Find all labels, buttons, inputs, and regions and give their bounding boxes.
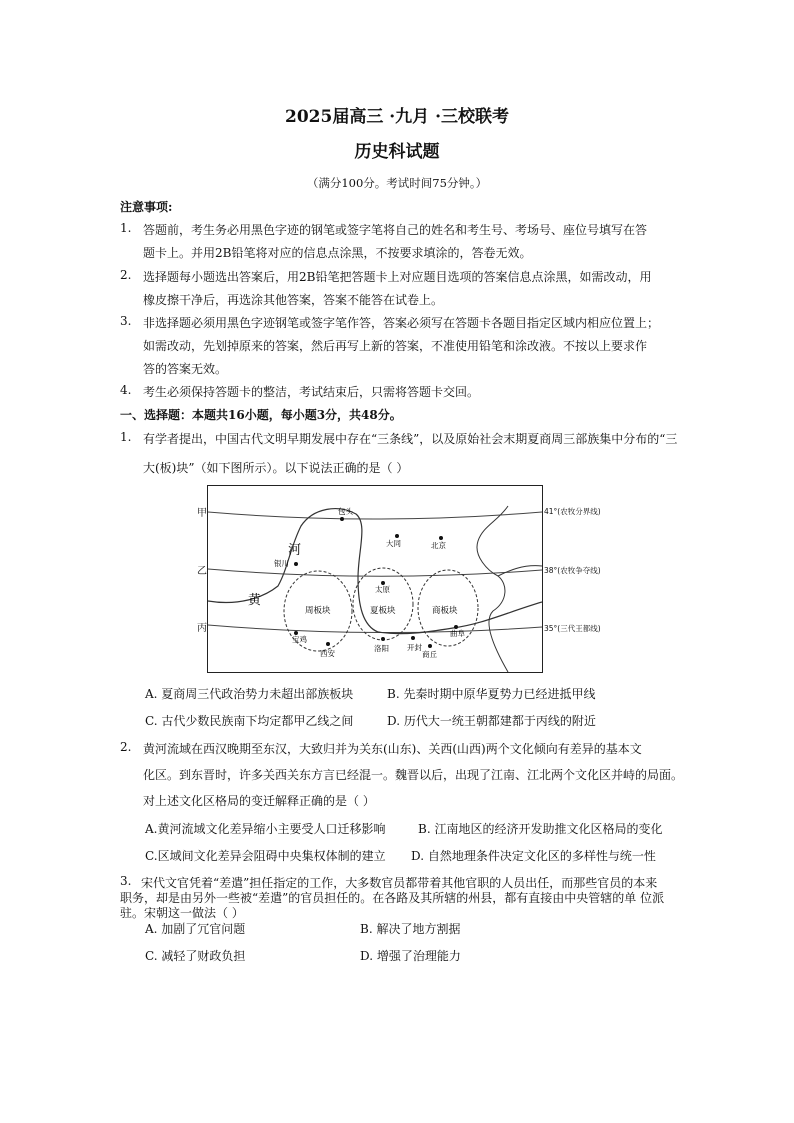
map-label-bing: 丙 [197, 623, 207, 634]
q1-option-b[interactable]: B. 先秦时期中原华夏势力已经进抵甲线 [387, 687, 596, 701]
note-1-line-1: 答题前，考生务必用黑色字迹的钢笔或签字笔将自己的姓名和考生号、考场号、座位号填写在答 [143, 223, 648, 237]
q3-option-b[interactable]: B. 解决了地方割据 [360, 922, 461, 936]
coastline [477, 506, 508, 672]
city-label: 开封 [407, 643, 422, 652]
note-3-num: 3. [120, 314, 132, 328]
city-label: 包头 [338, 507, 353, 516]
q1-number: 1. [120, 430, 132, 444]
map-line-38: 38°(农牧争夺线) [544, 566, 601, 575]
q1-stem-line-1: 有学者提出，中国古代文明早期发展中存在“三条线”，以及原始社会末期夏商周三部族集中分布的“三 [143, 432, 678, 446]
q2-stem-line-2: 化区。到东晋时，许多关西关东方言已经混一。魏晋以后，出现了江南、江北两个文化区并峙的局面。 [143, 768, 684, 782]
note-3-line-2: 如需改动，先划掉原来的答案，然后再写上新的答案，不准使用铅笔和涂改液。不按以上要求作 [143, 339, 648, 353]
q1-option-c[interactable]: C. 古代少数民族南下均定都甲乙线之间 [145, 714, 354, 728]
river-char-2: 黄 [248, 593, 262, 608]
map-label-jia: 甲 [197, 508, 207, 519]
note-2-num: 2. [120, 268, 132, 282]
q2-option-a[interactable]: A.黄河流域文化差异缩小主要受人口迁移影响 [145, 822, 386, 836]
note-1-num: 1. [120, 221, 132, 235]
q3-stem-line-1: 宋代文官凭着“差遣”担任指定的工作，大多数官员都带着其他官职的人员出任，而那些官员的本来 [141, 876, 658, 890]
xia-block-outline [353, 568, 413, 640]
q2-option-b[interactable]: B. 江南地区的经济开发助推文化区格局的变化 [418, 822, 663, 836]
city-dot [294, 562, 298, 566]
city-dot [326, 642, 330, 646]
q2-option-c[interactable]: C.区域间文化差异会阻碍中央集权体制的建立 [145, 849, 386, 863]
city-dot [411, 636, 415, 640]
notes-heading: 注意事项: [120, 200, 173, 214]
line-jia [208, 512, 542, 519]
city-label: 西安 [320, 649, 335, 658]
q3-number: 3. [120, 874, 132, 888]
map-line-35: 35°(三代王都线) [544, 624, 601, 633]
note-4-num: 4. [120, 383, 132, 397]
exam-info: （满分100分。考试时间75分钟。） [306, 176, 488, 190]
q2-option-d[interactable]: D. 自然地理条件决定文化区的多样性与统一性 [411, 849, 656, 863]
city-label: 北京 [431, 541, 446, 550]
subject-title: 历史科试题 [354, 142, 440, 162]
note-3-line-3: 答的答案无效。 [143, 362, 228, 376]
city-label: 宝鸡 [292, 635, 307, 644]
city-label: 大同 [386, 539, 401, 548]
city-label: 银川 [274, 559, 289, 568]
city-dot [395, 534, 399, 538]
section-heading: 一、选择题：本题共16小题，每小题3分，共48分。 [120, 408, 402, 422]
city-label: 曲阜 [450, 629, 465, 638]
q1-stem-line-2: 大(板)块”（如下图所示）。以下说法正确的是（ ） [143, 461, 409, 475]
q1-map [207, 485, 543, 673]
exam-title: 2025届高三 ·九月 ·三校联考 [285, 107, 509, 127]
city-label: 太原 [375, 585, 390, 594]
city-label: 洛阳 [374, 644, 389, 653]
q3-option-c[interactable]: C. 减轻了财政负担 [145, 949, 246, 963]
map-label-yi: 乙 [197, 566, 207, 577]
note-1-line-2: 题卡上。并用2B铅笔将对应的信息点涂黑，不按要求填涂的，答卷无效。 [143, 246, 532, 260]
q3-stem-line-2: 职务，却是由另外一些被“差遣”的官员担任的。在各路及其所辖的州县，都有直接由中央管辖的单 位派 [120, 891, 665, 905]
note-2-line-1: 选择题每小题选出答案后，用2B铅笔把答题卡上对应题目选项的答案信息点涂黑，如需改动，用 [143, 270, 652, 284]
city-dot [381, 637, 385, 641]
city-label: 商丘 [422, 650, 437, 659]
map-line-41: 41°(农牧分界线) [544, 507, 601, 516]
q3-option-d[interactable]: D. 增强了治理能力 [360, 949, 461, 963]
q1-option-d[interactable]: D. 历代大一统王朝都建都于丙线的附近 [387, 714, 596, 728]
city-dot [439, 536, 443, 540]
block-label: 周板块 [305, 606, 331, 616]
note-2-line-2: 橡皮擦干净后，再选涂其他答案，答案不能答在试卷上。 [143, 293, 444, 307]
q2-stem-line-1: 黄河流域在西汉晚期至东汉，大致归并为关东(山东)、关西(山西)两个文化倾向有差异的基本文 [143, 742, 642, 756]
q2-stem-line-3: 对上述文化区格局的变迁解释正确的是（ ） [143, 794, 375, 808]
q1-option-a[interactable]: A. 夏商周三代政治势力未超出部族板块 [145, 687, 354, 701]
line-bing [208, 625, 542, 633]
city-dot [428, 644, 432, 648]
q2-number: 2. [120, 740, 132, 754]
note-4-line-1: 考生必须保持答题卡的整洁，考试结束后，只需将答题卡交回。 [143, 385, 480, 399]
q3-option-a[interactable]: A. 加剧了冗官问题 [145, 922, 246, 936]
block-label: 夏板块 [370, 606, 396, 616]
city-dot [340, 517, 344, 521]
q1-map-drawing [208, 486, 542, 672]
q3-stem-line-3: 驻。宋朝这一做法（ ） [120, 906, 244, 920]
block-label: 商板块 [432, 606, 458, 616]
note-3-line-1: 非选择题必须用黑色字迹钢笔或签字笔作答，答案必须写在答题卡各题目指定区域内相应位置上； [143, 316, 660, 330]
river-char-1: 河 [288, 543, 302, 558]
